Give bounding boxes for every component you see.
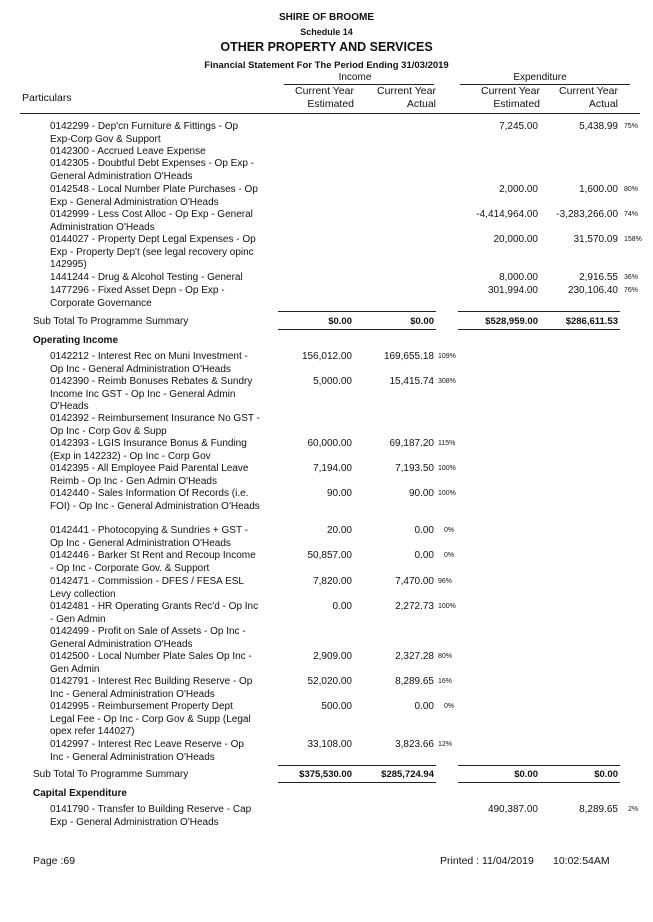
expenditure-actual-value: 31,570.09 — [573, 234, 618, 245]
expenditure-actual-value: -3,283,266.00 — [556, 209, 618, 220]
line-item-description: 0142441 - Photocopying & Sundries + GST - Op Inc - General Administration O'Heads — [50, 525, 248, 549]
expenditure-actual-value: 5,438.99 — [579, 121, 618, 132]
income-actual-value: 2,327.28 — [395, 651, 434, 662]
income-estimated-header: Current Year Estimated — [295, 85, 354, 110]
income-estimated-value: 7,820.00 — [313, 576, 352, 587]
expenditure-group-header: Expenditure — [513, 72, 567, 83]
line-item-description: 0142390 - Reimb Bonuses Rebates & Sundry Income Inc GST - Op Inc - General Admin O'Heads — [50, 376, 253, 412]
income-percent: 80% — [438, 653, 453, 660]
line-item-description: 0142392 - Reimbursement Insurance No GST - Op Inc - Corp Gov & Supp — [50, 413, 260, 437]
expenditure-estimated-value: 301,994.00 — [487, 285, 538, 296]
income-percent: 12% — [438, 741, 453, 748]
line-item-description: 0142548 - Local Number Plate Purchases - Op Exp - General Administration O'Heads — [50, 184, 258, 208]
subtotal-rule — [278, 765, 436, 766]
income-percent: 100% — [438, 490, 456, 497]
line-item-description: 0142995 - Reimbursement Property Dept Legal Fee - Op Inc - Corp Gov & Supp (Legal opex refer 144027) — [50, 701, 251, 737]
subtotal-label: Sub Total To Programme Summary — [33, 316, 189, 327]
income-actual-value: 3,823.66 — [395, 739, 434, 750]
subtotal-income-actual: $285,724.94 — [381, 769, 434, 780]
line-item-description: 0142499 - Profit on Sale of Assets - Op Inc - General Administration O'Heads — [50, 626, 246, 650]
expenditure-estimated-value: 490,387.00 — [487, 804, 538, 815]
income-percent: 0% — [444, 527, 455, 534]
expenditure-actual-value: 230,106.40 — [567, 285, 618, 296]
income-actual-value: 8,289.65 — [395, 676, 434, 687]
income-actual-value: 69,187.20 — [389, 438, 434, 449]
income-estimated-value: 0.00 — [332, 601, 352, 612]
line-item-description: 0142212 - Interest Rec on Muni Investment - Op Inc - General Administration O'Heads — [50, 351, 248, 375]
expenditure-percent: 76% — [624, 287, 639, 294]
expenditure-estimated-value: 2,000.00 — [499, 184, 538, 195]
printed-time: 10:02:54AM — [553, 855, 610, 867]
income-estimated-value: 5,000.00 — [313, 376, 352, 387]
page-title: OTHER PROPERTY AND SERVICES — [220, 40, 433, 54]
subtotal-rule — [278, 329, 436, 330]
income-actual-value: 0.00 — [414, 701, 434, 712]
income-group-header: Income — [338, 72, 372, 83]
income-percent: 109% — [438, 353, 456, 360]
expenditure-percent: 80% — [624, 186, 639, 193]
line-item-description: 0142481 - HR Operating Grants Rec'd - Op Inc - Gen Admin — [50, 601, 259, 625]
line-item-description: 0142446 - Barker St Rent and Recoup Income - Op Inc - Corporate Gov. & Support — [50, 550, 256, 574]
line-item-description: 0142300 - Accrued Leave Expense — [50, 146, 206, 157]
income-actual-value: 90.00 — [408, 488, 434, 499]
expenditure-actual-value: 2,916.55 — [579, 272, 618, 283]
expenditure-actual-value: 1,600.00 — [579, 184, 618, 195]
expenditure-percent: 75% — [624, 123, 639, 130]
subtotal-expenditure-estimated: $0.00 — [514, 769, 538, 780]
income-percent: 16% — [438, 678, 453, 685]
expenditure-estimated-value: 20,000.00 — [493, 234, 538, 245]
line-item-description: 0142999 - Less Cost Alloc - Op Exp - General Administration O'Heads — [50, 209, 253, 233]
line-item-description: 1477296 - Fixed Asset Depn - Op Exp - Corporate Governance — [50, 285, 225, 309]
expenditure-percent: 36% — [624, 274, 639, 281]
subtotal-rule — [278, 311, 436, 312]
income-percent: 0% — [444, 552, 455, 559]
subtotal-expenditure-actual: $286,611.53 — [565, 316, 618, 327]
income-percent: 115% — [438, 440, 456, 447]
income-actual-header: Current Year Actual — [377, 85, 436, 110]
line-item-description: 0142395 - All Employee Paid Parental Leave Reimb - Op Inc - Gen Admin O'Heads — [50, 463, 249, 487]
income-percent: 0% — [444, 703, 455, 710]
income-estimated-value: 60,000.00 — [307, 438, 352, 449]
income-estimated-value: 20.00 — [326, 525, 352, 536]
header-rule — [20, 113, 640, 114]
income-percent: 100% — [438, 465, 456, 472]
expenditure-percent: 74% — [624, 211, 639, 218]
line-item-description: 0142299 - Dep'cn Furniture & Fittings - Op Exp-Corp Gov & Support — [50, 121, 239, 145]
subtotal-rule — [458, 782, 620, 783]
income-percent: 308% — [438, 378, 456, 385]
income-percent: 96% — [438, 578, 453, 585]
income-estimated-value: 90.00 — [326, 488, 352, 499]
line-item-description: 0142500 - Local Number Plate Sales Op Inc - Gen Admin — [50, 651, 252, 675]
expenditure-percent: 2% — [628, 806, 639, 813]
section-heading-operating-income: Operating Income — [33, 335, 119, 346]
income-actual-value: 169,655.18 — [383, 351, 434, 362]
statement-period: Financial Statement For The Period Ending 31/03/2019 — [204, 60, 449, 71]
subtotal-expenditure-actual: $0.00 — [594, 769, 618, 780]
income-actual-value: 7,193.50 — [395, 463, 434, 474]
subtotal-income-actual: $0.00 — [410, 316, 434, 327]
income-actual-value: 0.00 — [414, 550, 434, 561]
income-actual-value: 0.00 — [414, 525, 434, 536]
subtotal-income-estimated: $375,530.00 — [299, 769, 352, 780]
income-estimated-value: 33,108.00 — [307, 739, 352, 750]
income-percent: 100% — [438, 603, 456, 610]
income-estimated-value: 7,194.00 — [313, 463, 352, 474]
line-item-description: 0142997 - Interest Rec Leave Reserve - Op Inc - General Administration O'Heads — [50, 739, 244, 763]
line-item-description: 0142440 - Sales Information Of Records (i.e. FOI) - Op Inc - General Administration O'Heads — [50, 488, 260, 512]
page-number: Page :69 — [33, 855, 76, 867]
expenditure-estimated-value: -4,414,964.00 — [476, 209, 538, 220]
subtotal-rule — [278, 782, 436, 783]
subtotal-rule — [458, 311, 620, 312]
printed-date: Printed : 11/04/2019 — [440, 855, 534, 867]
subtotal-income-estimated: $0.00 — [328, 316, 352, 327]
subtotal-rule — [458, 329, 620, 330]
income-actual-value: 2,272.73 — [395, 601, 434, 612]
expenditure-estimated-value: 7,245.00 — [499, 121, 538, 132]
line-item-description: 1441244 - Drug & Alcohol Testing - General — [50, 272, 243, 283]
expenditure-estimated-header: Current Year Estimated — [481, 85, 540, 110]
income-estimated-value: 52,020.00 — [307, 676, 352, 687]
income-actual-value: 15,415.74 — [389, 376, 434, 387]
income-estimated-value: 50,857.00 — [307, 550, 352, 561]
subtotal-expenditure-estimated: $528,959.00 — [485, 316, 538, 327]
line-item-description: 0141790 - Transfer to Building Reserve - Cap Exp - General Administration O'Heads — [50, 804, 252, 828]
expenditure-percent: 158% — [624, 236, 642, 243]
line-item-description: 0142791 - Interest Rec Building Reserve - Op Inc - General Administration O'Heads — [50, 676, 253, 700]
section-heading-capital-expenditure: Capital Expenditure — [33, 788, 127, 799]
schedule-number: Schedule 14 — [300, 27, 353, 37]
line-item-description: 0142471 - Commission - DFES / FESA ESL Levy collection — [50, 576, 244, 600]
expenditure-actual-header: Current Year Actual — [559, 85, 618, 110]
particulars-header: Particulars — [22, 92, 72, 104]
subtotal-rule — [458, 765, 620, 766]
line-item-description: 0144027 - Property Dept Legal Expenses - Op Exp - Property Dep't (see legal recovery opinc 142995) — [50, 234, 256, 270]
income-estimated-value: 156,012.00 — [301, 351, 352, 362]
income-estimated-value: 500.00 — [321, 701, 352, 712]
subtotal-label: Sub Total To Programme Summary — [33, 769, 189, 780]
line-item-description: 0142305 - Doubtful Debt Expenses - Op Exp - General Administration O'Heads — [50, 158, 255, 182]
expenditure-actual-value: 8,289.65 — [579, 804, 618, 815]
income-estimated-value: 2,909.00 — [313, 651, 352, 662]
line-item-description: 0142393 - LGIS Insurance Bonus & Funding (Exp in 142232) - Op Inc - Corp Gov — [50, 438, 247, 462]
expenditure-estimated-value: 8,000.00 — [499, 272, 538, 283]
organisation-name: SHIRE OF BROOME — [278, 12, 374, 23]
income-actual-value: 7,470.00 — [395, 576, 434, 587]
